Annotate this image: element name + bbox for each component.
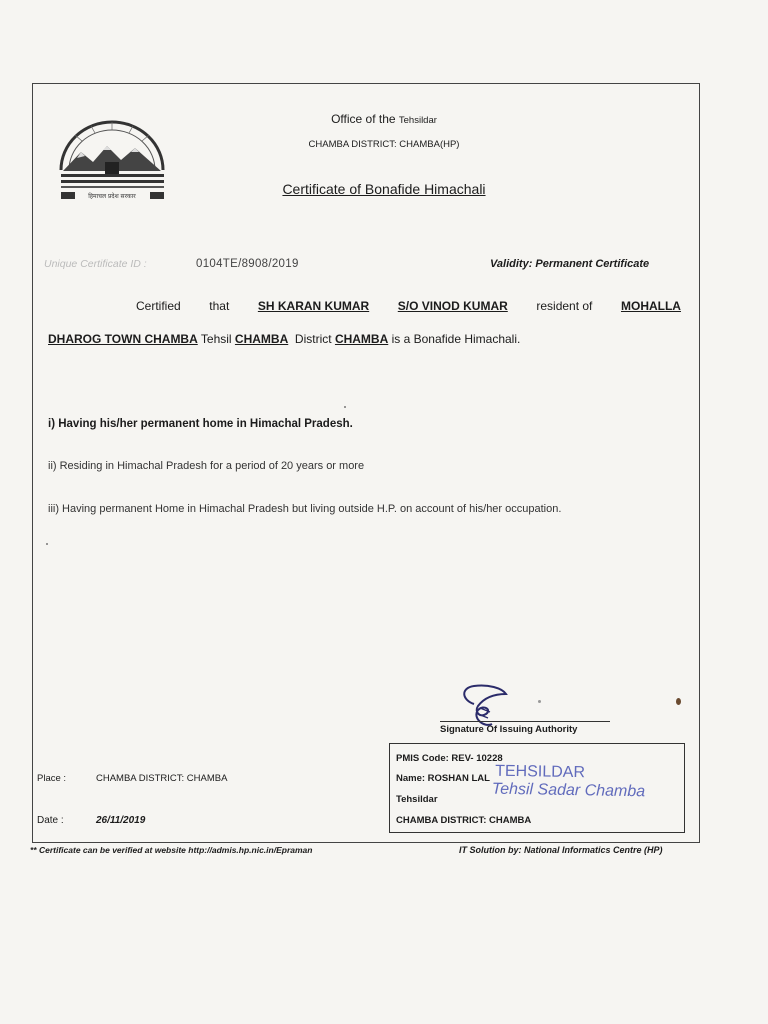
- locality-part2: DHAROG TOWN CHAMBA: [48, 332, 198, 346]
- emblem-caption: हिमाचल प्रदेश सरकार: [88, 193, 136, 200]
- authority-designation: Tehsildar: [396, 794, 438, 805]
- office-prefix: Office of the: [331, 112, 396, 126]
- stamp-line-2: Tehsil Sadar Chamba: [491, 780, 646, 801]
- place-value: CHAMBA DISTRICT: CHAMBA: [96, 773, 228, 784]
- official-stamp: [491, 762, 646, 802]
- criterion-3: iii) Having permanent Home in Himachal Pradesh but living outside H.P. on account of his/her occupation.: [48, 503, 562, 515]
- verification-note: ** Certificate can be verified at website http://admis.hp.nic.in/Epraman: [30, 845, 313, 855]
- validity-text: Validity: Permanent Certificate: [490, 258, 650, 270]
- date-value: 26/11/2019: [96, 815, 146, 826]
- certification-line-1: [136, 299, 681, 313]
- ink-speck: [344, 406, 346, 408]
- certificate-title: [0, 181, 768, 197]
- criterion-1: i) Having his/her permanent home in Himachal Pradesh.: [48, 418, 353, 430]
- locality-part1: MOHALLA: [620, 299, 681, 313]
- signature-label: Signature Of Issuing Authority: [440, 724, 578, 735]
- that-word: that: [209, 299, 230, 313]
- date-label: Date :: [37, 815, 64, 826]
- tehsil-label: Tehsil: [200, 332, 232, 346]
- uid-value: 0104TE/8908/2019: [196, 258, 299, 270]
- ink-speck: [46, 543, 48, 545]
- stamp-line-1: TEHSILDAR: [495, 762, 586, 782]
- ink-speck: [676, 698, 681, 705]
- tehsil-value: CHAMBA: [234, 332, 289, 346]
- it-solution-credit: IT Solution by: National Informatics Centre (HP): [459, 845, 663, 855]
- ink-speck: [538, 700, 541, 703]
- office-heading: [0, 112, 768, 126]
- pmis-code: PMIS Code: REV- 10228: [396, 753, 503, 764]
- holder-name: SH KARAN KUMAR: [257, 299, 370, 313]
- authority-name: Name: ROSHAN LAL: [396, 773, 490, 784]
- certified-word: Certified: [136, 299, 181, 313]
- resident-of: resident of: [536, 299, 593, 313]
- criterion-2: ii) Residing in Himachal Pradesh for a period of 20 years or more: [48, 460, 365, 472]
- office-name: Tehsildar: [398, 115, 437, 126]
- office-district: CHAMBA DISTRICT: CHAMBA(HP): [308, 139, 460, 150]
- place-label: Place :: [37, 773, 67, 784]
- closing-text: is a Bonafide Himachali.: [391, 332, 521, 346]
- uid-label: Unique Certificate ID :: [44, 258, 147, 270]
- certification-line-2: [48, 332, 520, 346]
- holder-relation: S/O VINOD KUMAR: [397, 299, 508, 313]
- signature-line: [440, 721, 610, 722]
- district-value: CHAMBA: [334, 332, 389, 346]
- authority-district: CHAMBA DISTRICT: CHAMBA: [396, 815, 532, 826]
- district-label: District: [294, 332, 332, 346]
- certificate-title-text: Certificate of Bonafide Himachali: [282, 181, 486, 197]
